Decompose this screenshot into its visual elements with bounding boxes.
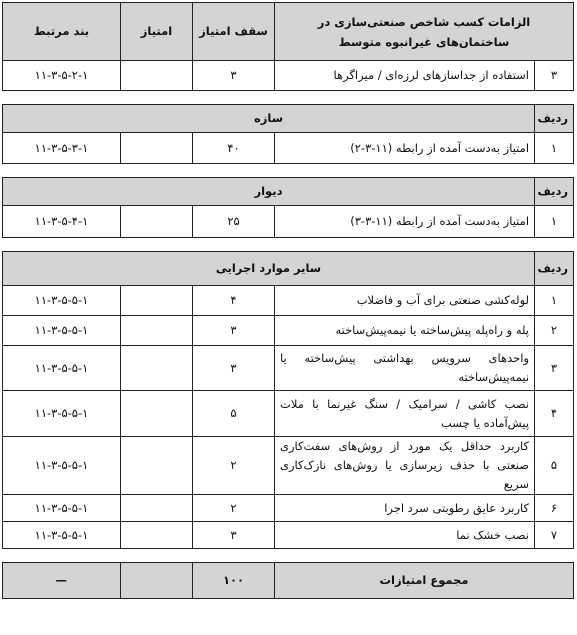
table-row: [3, 495, 574, 522]
row-score: [121, 286, 193, 316]
row-number: ۲: [535, 316, 574, 346]
row-number: ۳: [535, 346, 574, 391]
row-description: امتیاز به‌دست آمده از رابطه (۱۱-۳-۲): [275, 133, 535, 164]
row-reference: ۱۱-۳-۵-۵-۱: [3, 495, 121, 522]
row-description: کاربرد حداقل یک مورد از روش‌های سفت‌کاری صنعتی با حذف زیرسازی یا روش‌های نازک‌کاری سریع: [275, 437, 535, 495]
row-number: ۵: [535, 437, 574, 495]
row-description: واحدهای سرویس بهداشتی پیش‌ساخته یا نیمه‌پیش‌ساخته: [275, 346, 535, 391]
row-max-score: ۳: [193, 522, 275, 549]
row-number: ۱: [535, 133, 574, 164]
row-score: [121, 206, 193, 238]
section-radif-label: ردیف: [535, 252, 574, 286]
row-max-score: ۲: [193, 495, 275, 522]
row-max-score: ۵: [193, 391, 275, 437]
table-header-row: [3, 3, 574, 61]
row-max-score: ۲: [193, 437, 275, 495]
row-max-score: ۴۰: [193, 133, 275, 164]
row-number: ۱: [535, 206, 574, 238]
row-description: نصب کاشی / سرامیک / سنگ غیرنما با ملات پیش‌آماده یا چسب: [275, 391, 535, 437]
table-row: [3, 61, 574, 91]
row-reference: ۱۱-۳-۵-۵-۱: [3, 391, 121, 437]
spacer-cell: [3, 238, 574, 252]
row-score: [121, 391, 193, 437]
row-score: [121, 61, 193, 91]
spacer-row: [3, 549, 574, 563]
section-header-row: [3, 178, 574, 206]
row-description: استفاده از جداسازهای لرزه‌ای / میراگرها: [275, 61, 535, 91]
table-row: [3, 286, 574, 316]
section-title: سایر موارد اجرایی: [3, 252, 535, 286]
ref-header: بند مرتبط: [3, 3, 121, 61]
row-max-score: ۳: [193, 61, 275, 91]
section-title: سازه: [3, 105, 535, 133]
table-row: [3, 437, 574, 495]
industrialization-requirements-table: [2, 2, 574, 599]
spacer-row: [3, 164, 574, 178]
section-radif-label: ردیف: [535, 178, 574, 206]
spacer-cell: [3, 549, 574, 563]
row-description: امتیاز به‌دست آمده از رابطه (۱۱-۳-۳): [275, 206, 535, 238]
section-radif-label: ردیف: [535, 105, 574, 133]
spacer-row: [3, 91, 574, 105]
row-score: [121, 437, 193, 495]
row-reference: ۱۱-۳-۵-۵-۱: [3, 316, 121, 346]
row-max-score: ۲۵: [193, 206, 275, 238]
row-number: ۶: [535, 495, 574, 522]
row-number: ۳: [535, 61, 574, 91]
row-score: [121, 522, 193, 549]
row-score: [121, 346, 193, 391]
row-reference: ۱۱-۳-۵-۴-۱: [3, 206, 121, 238]
table-row: [3, 133, 574, 164]
table-title: الزامات کسب شاخص صنعتی‌سازی در ساختمان‌های غیرانبوه متوسط: [275, 3, 574, 61]
row-score: [121, 133, 193, 164]
requirements-table-page: [2, 2, 573, 630]
row-number: ۱: [535, 286, 574, 316]
table-row: [3, 206, 574, 238]
total-label: مجموع امتیازات: [275, 563, 574, 599]
total-reference: —: [3, 563, 121, 599]
row-score: [121, 316, 193, 346]
row-score: [121, 495, 193, 522]
row-reference: ۱۱-۳-۵-۳-۱: [3, 133, 121, 164]
row-description: لوله‌کشی صنعتی برای آب و فاضلاب: [275, 286, 535, 316]
row-reference: ۱۱-۳-۵-۲-۱: [3, 61, 121, 91]
section-header-row: [3, 105, 574, 133]
row-description: پله و راه‌پله پیش‌ساخته یا نیمه‌پیش‌ساخته: [275, 316, 535, 346]
total-max-score: ۱۰۰: [193, 563, 275, 599]
row-description: کاربرد عایق رطوبتی سرد اجرا: [275, 495, 535, 522]
section-header-row: [3, 252, 574, 286]
row-number: ۷: [535, 522, 574, 549]
total-row: [3, 563, 574, 599]
section-title: دیوار: [3, 178, 535, 206]
table-row: [3, 391, 574, 437]
table-row: [3, 522, 574, 549]
row-reference: ۱۱-۳-۵-۵-۱: [3, 286, 121, 316]
score-header: امتیاز: [121, 3, 193, 61]
max-score-header: سقف امتیاز: [193, 3, 275, 61]
row-description: نصب خشک نما: [275, 522, 535, 549]
row-reference: ۱۱-۳-۵-۵-۱: [3, 522, 121, 549]
total-score: [121, 563, 193, 599]
table-row: [3, 316, 574, 346]
row-reference: ۱۱-۳-۵-۵-۱: [3, 437, 121, 495]
row-number: ۴: [535, 391, 574, 437]
row-max-score: ۴: [193, 286, 275, 316]
row-max-score: ۳: [193, 346, 275, 391]
spacer-row: [3, 238, 574, 252]
spacer-cell: [3, 91, 574, 105]
row-max-score: ۳: [193, 316, 275, 346]
table-row: [3, 346, 574, 391]
spacer-cell: [3, 164, 574, 178]
row-reference: ۱۱-۳-۵-۵-۱: [3, 346, 121, 391]
